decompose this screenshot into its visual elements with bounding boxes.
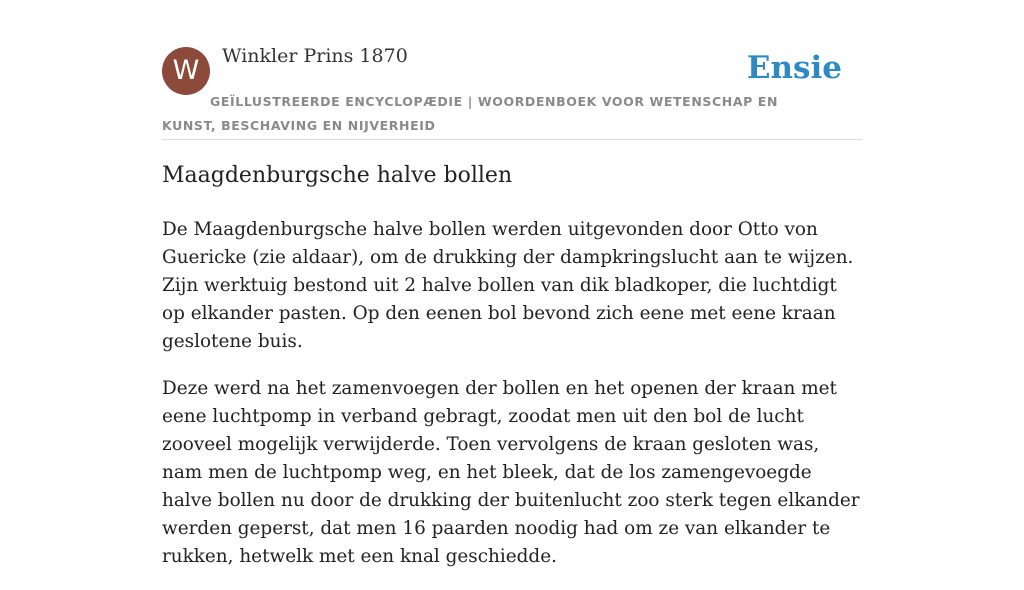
brand-logo[interactable]: Ensie [746, 50, 842, 86]
source-title[interactable]: Winkler Prins 1870 [222, 45, 408, 67]
page-content [162, 0, 862, 567]
avatar: W [162, 47, 210, 95]
paragraph: Deze werd na het zamenvoegen der bollen en het openen der kraan met eene luchtpomp in verband gebragt, zoodat men uit den bol de lucht zooveel mogelijk verwijderde. Toen vervolgens de kraan gesloten was, nam men de luchtpomp weg, en het bleek, dat de los zamengevoegde halve bollen nu door de drukking der buitenlucht zoo sterk tegen elkander werden geperst, dat men 16 paarden noodig had om ze van elkander te rukken, hetwelk met een knal geschiedde. [162, 378, 860, 567]
page-title: Maagdenburgsche halve bollen [162, 163, 513, 188]
source-subtitle: GEÏLLUSTREERDE ENCYCLOPÆDIE | WOORDENBOEK VOOR WETENSCHAP EN KUNST, BESCHAVING EN NIJVERHEID [162, 94, 779, 133]
source-header [162, 0, 862, 140]
paragraph: De Maagdenburgsche halve bollen werden uitgevonden door Otto von Guericke (zie aldaar), om de drukking der dampkringslucht aan te wijzen. Zijn werktuig bestond uit 2 halve bollen van dik bladkoper, die luchtdigt op elkander pasten. Op den eenen bol bevond zich eene met eene kraan geslotene buis. [162, 219, 854, 352]
entry-body [162, 216, 862, 590]
